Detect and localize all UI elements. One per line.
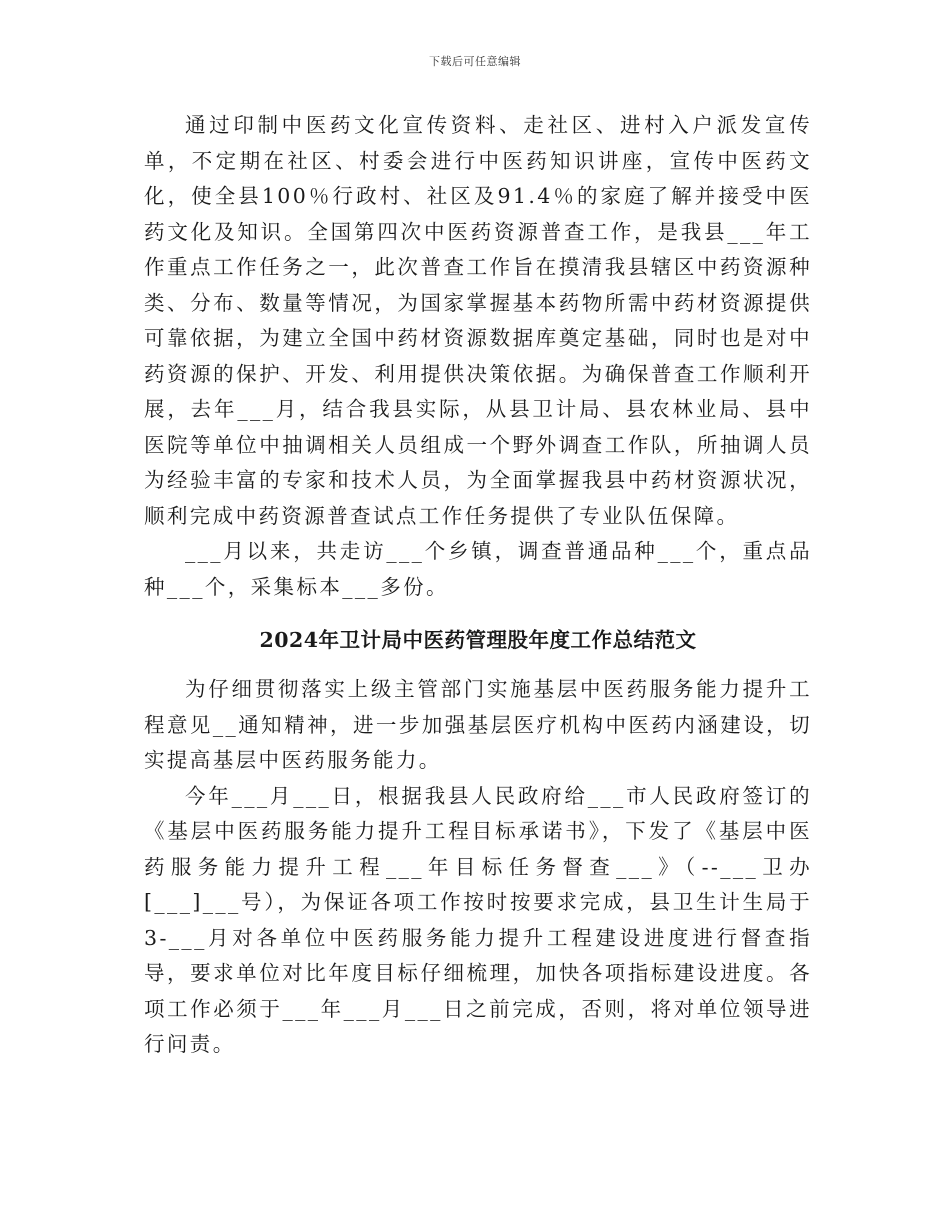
document-body <box>144 108 812 1063</box>
body-paragraph: 为仔细贯彻落实上级主管部门实施基层中医药服务能力提升工程意见__通知精神，进一步加强基层医疗机构中医药内涵建设，切实提高基层中医药服务能力。 <box>144 677 812 772</box>
page-header: 下载后可任意编辑 <box>429 55 521 68</box>
body-paragraph: 通过印制中医药文化宣传资料、走社区、进村入户派发宣传单，不定期在社区、村委会进行中医药知识讲座，宣传中医药文化，使全县100％行政村、社区及91.4％的家庭了解并接受中医药文化及知识。全国第四次中医药资源普查工作，是我县___年工作重点工作任务之一，此次普查工作旨在摸清我县辖区中药资源种类、分布、数量等情况，为国家掌握基本药物所需中药材资源提供可靠依据，为建立全国中药材资源数据库奠定基础，同时也是对中药资源的保护、开发、利用提供决策依据。为确保普查工作顺利开展，去年___月，结合我县实际，从县卫计局、县农林业局、县中医院等单位中抽调相关人员组成一个野外调查工作队，所抽调人员为经验丰富的专家和技术人员，为全面掌握我县中药材资源状况，顺利完成中药资源普查试点工作任务提供了专业队伍保障。 <box>144 113 812 528</box>
body-paragraph: ___月以来，共走访___个乡镇，调查普通品种___个，重点品种___个，采集标本___多份。 <box>144 539 812 599</box>
body-paragraph: 今年___月___日，根据我县人民政府给___市人民政府签订的《基层中医药服务能力提升工程目标承诺书》，下发了《基层中医药服务能力提升工程___年目标任务督查___》（--___卫办[___]___号），为保证各项工作按时按要求完成，县卫生计生局于3-___月对各单位中医药服务能力提升工程建设进度进行督查指导，要求单位对比年度目标仔细梳理，加快各项指标建设进度。各项工作必须于___年___月___日之前完成，否则，将对单位领导进行问责。 <box>144 783 812 1056</box>
section-title: 2024年卫计局中医药管理股年度工作总结范文 <box>259 628 697 652</box>
